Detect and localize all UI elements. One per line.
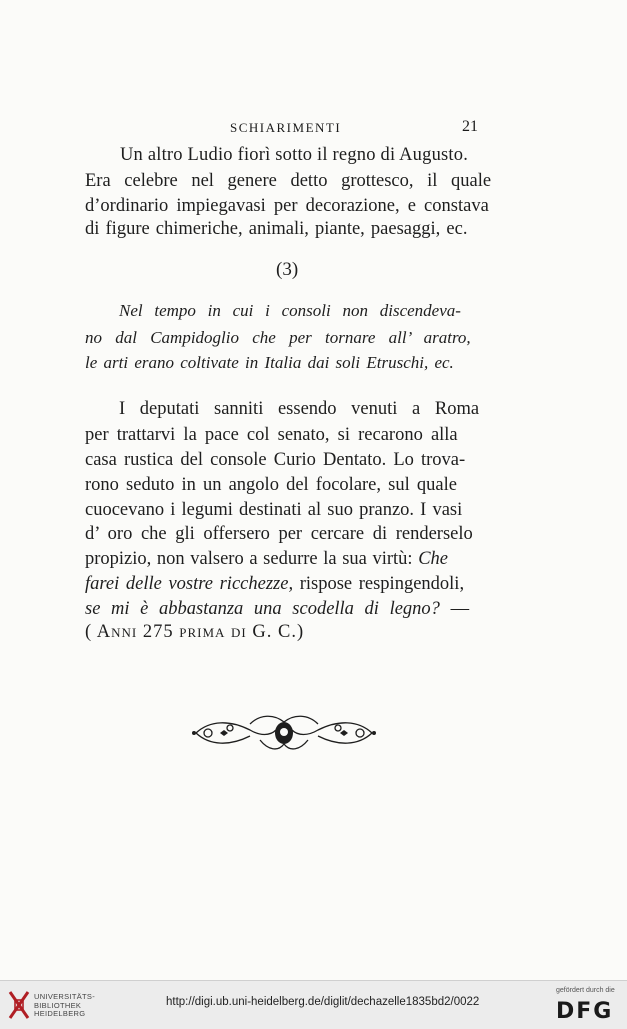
institution-line: UNIVERSITÄTS- (34, 992, 95, 1001)
paragraph-line (85, 574, 464, 595)
paragraph-line (85, 599, 469, 620)
quote-line: Nel tempo in cui i consoli non discendeva- (119, 301, 461, 320)
paragraph-line: Era celebre nel genere detto grottesco, il quale (85, 171, 492, 191)
paragraph-text: rispose respingendoli, (293, 574, 465, 594)
sponsor-caption: gefördert durch die (556, 987, 615, 994)
paragraph-line: d’ oro che gli offersero per cercare di renderselo (85, 524, 473, 544)
paragraph-text-italic: farei delle vostre ricchezze, (85, 574, 294, 594)
paragraph-line: rono seduto in un angolo del focolare, sul quale (85, 475, 457, 495)
paragraph-line (85, 549, 448, 570)
paragraph-text: propizio, non valsero a sedurre la sua virtù: (85, 549, 419, 569)
footer-bar (0, 980, 627, 1029)
paragraph-line: casa rustica del console Curio Dentato. Lo trova- (85, 450, 466, 470)
university-library-logo-icon (8, 988, 30, 1022)
permalink-url[interactable]: http://digi.ub.uni-heidelberg.de/diglit/dechazelle1835bd2/0022 (166, 996, 480, 1008)
paragraph-line: cuocevano i legumi destinati al suo pranzo. I vasi (85, 500, 463, 520)
paragraph-text-italic: se mi è abbastanza una scodella di legno? (85, 599, 440, 619)
paragraph-line: Un altro Ludio fiorì sotto il regno di Augusto. (120, 145, 469, 165)
paragraph-line: per trattarvi la pace col senato, si recarono alla (85, 425, 458, 445)
quote-line: le arti erano coltivate in Italia dai soli Etruschi, ec. (85, 353, 454, 372)
paragraph-line: I deputati sanniti essendo venuti a Roma (119, 399, 480, 419)
date-note: ( Anni 275 prima di G. C.) (85, 622, 305, 642)
paragraph-text: — (439, 599, 470, 619)
paragraph-line: di figure chimeriche, animali, piante, paesaggi, ec. (85, 219, 468, 239)
page-number: 21 (462, 118, 478, 135)
quote-line: no dal Campidoglio che per tornare all’ aratro, (85, 328, 471, 347)
institution-line: HEIDELBERG (34, 1009, 86, 1018)
institution-line: BIBLIOTHEK (34, 1000, 82, 1010)
ornament-icon (190, 710, 378, 756)
running-header: SCHIARIMENTI (230, 120, 342, 135)
dfg-logo: DFG (556, 999, 614, 1024)
paragraph-text-italic: Che (418, 549, 449, 569)
note-number: (3) (276, 259, 299, 280)
paragraph-line: d’ordinario impiegavasi per decorazione, e constava (85, 196, 489, 216)
institution-name (34, 993, 95, 1019)
